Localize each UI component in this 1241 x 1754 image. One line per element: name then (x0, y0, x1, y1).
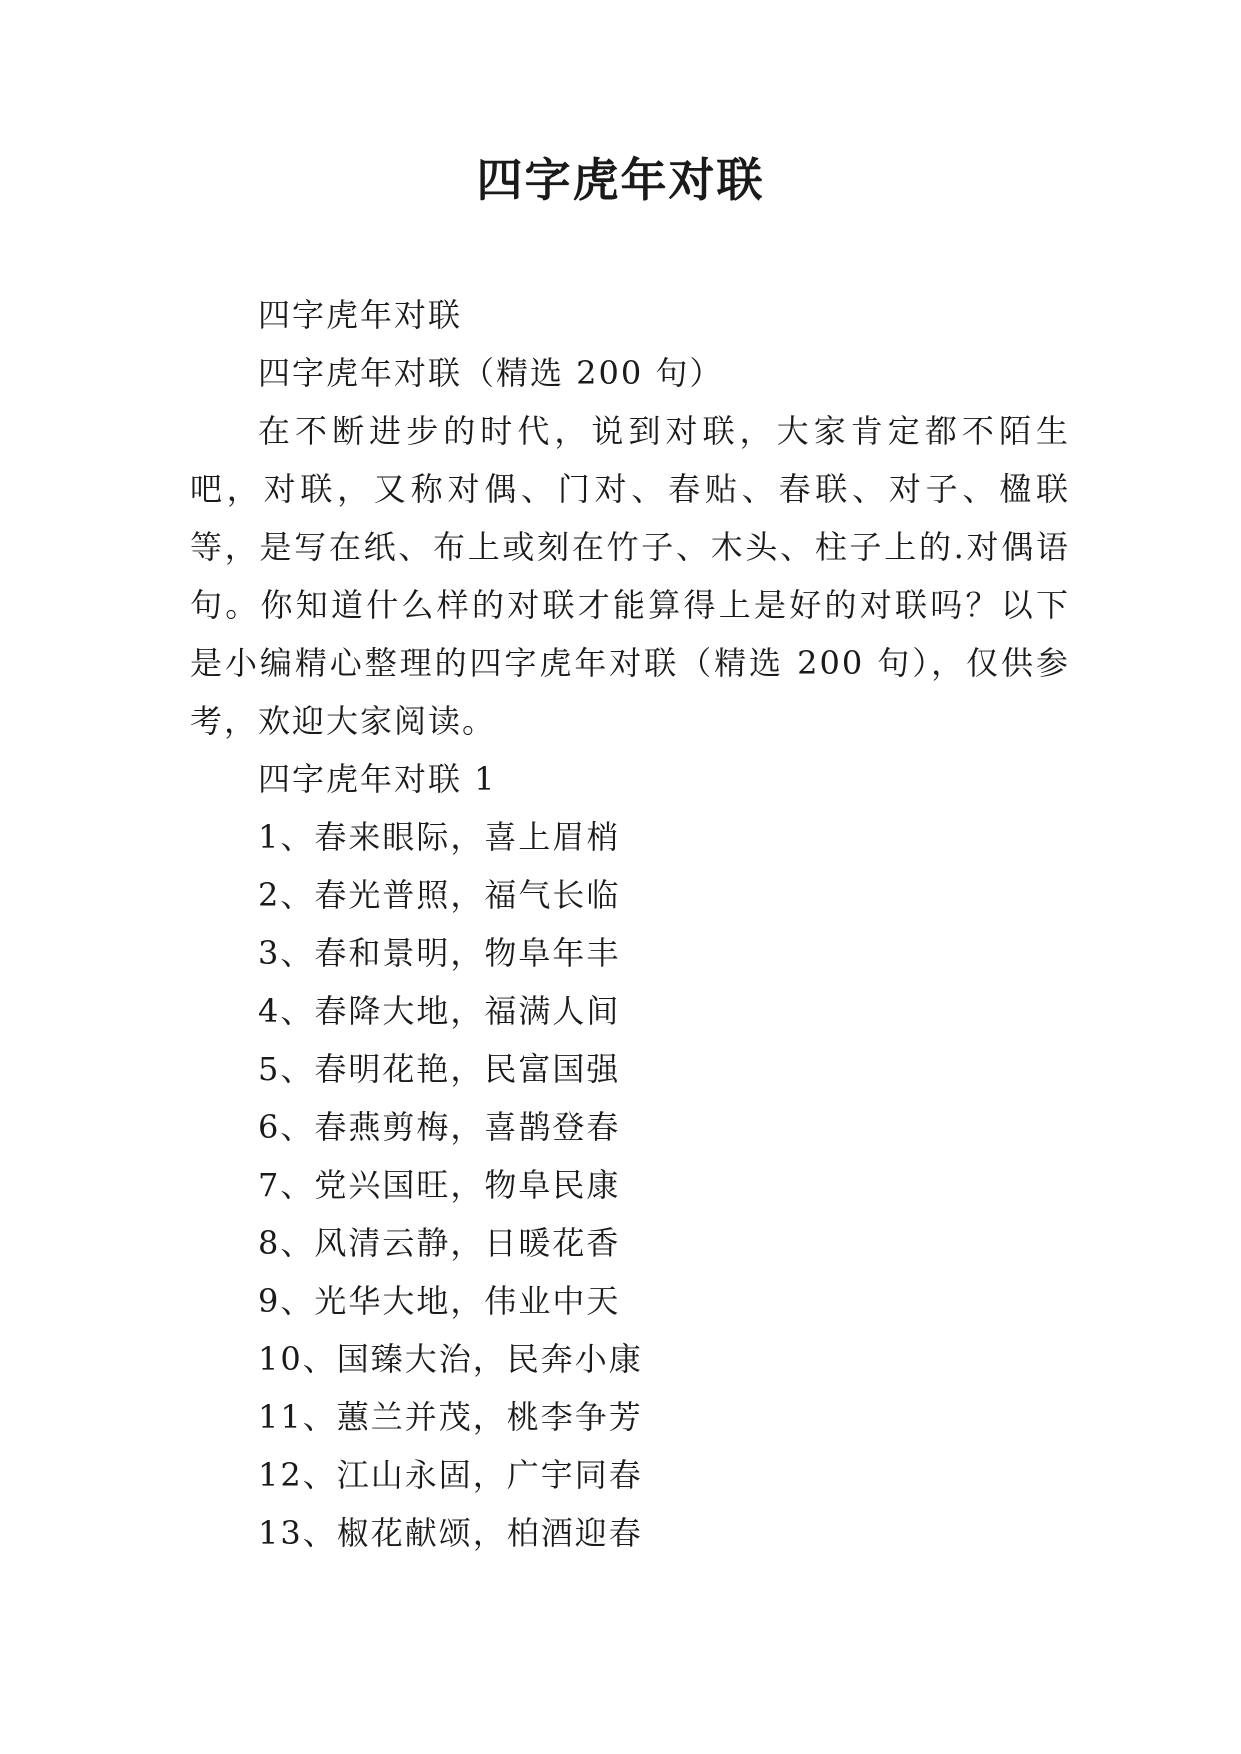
couplet-item: 10、国臻大治，民奔小康 (258, 1340, 643, 1378)
couplet-item: 12、江山永固，广宇同春 (258, 1456, 643, 1494)
couplet-item: 13、椒花献颂，柏酒迎春 (258, 1514, 643, 1552)
couplet-item: 9、光华大地，伟业中天 (258, 1282, 621, 1320)
couplet-item: 2、春光普照，福气长临 (258, 876, 621, 914)
intro-paragraph: 在不断进步的时代，说到对联，大家肯定都不陌生吧，对联，又称对偶、门对、春贴、春联、对子、楹联等，是写在纸、布上或刻在竹子、木头、柱子上的.对偶语句。你知道什么样的对联才能算得上是好的对联吗？以下是小编精心整理的四字虎年对联（精选 200 句），仅供参考，欢迎大家阅读。 (190, 412, 1070, 740)
couplet-item: 1、春来眼际，喜上眉梢 (258, 818, 621, 856)
document-body (190, 286, 1070, 1562)
couplet-item: 7、党兴国旺，物阜民康 (258, 1166, 621, 1204)
couplet-item: 5、春明花艳，民富国强 (258, 1050, 621, 1088)
heading-line: 四字虎年对联 (258, 296, 463, 334)
document-title: 四字虎年对联 (476, 153, 765, 207)
couplet-item: 3、春和景明，物阜年丰 (258, 934, 621, 972)
couplet-item: 6、春燕剪梅，喜鹊登春 (258, 1108, 621, 1146)
couplet-item: 8、风清云静，日暖花香 (258, 1224, 621, 1262)
subtitle-line: 四字虎年对联（精选 200 句） (258, 354, 724, 392)
couplet-item: 4、春降大地，福满人间 (258, 992, 621, 1030)
section-heading: 四字虎年对联 1 (258, 760, 497, 798)
couplet-item: 11、蕙兰并茂，桃李争芳 (258, 1398, 643, 1436)
